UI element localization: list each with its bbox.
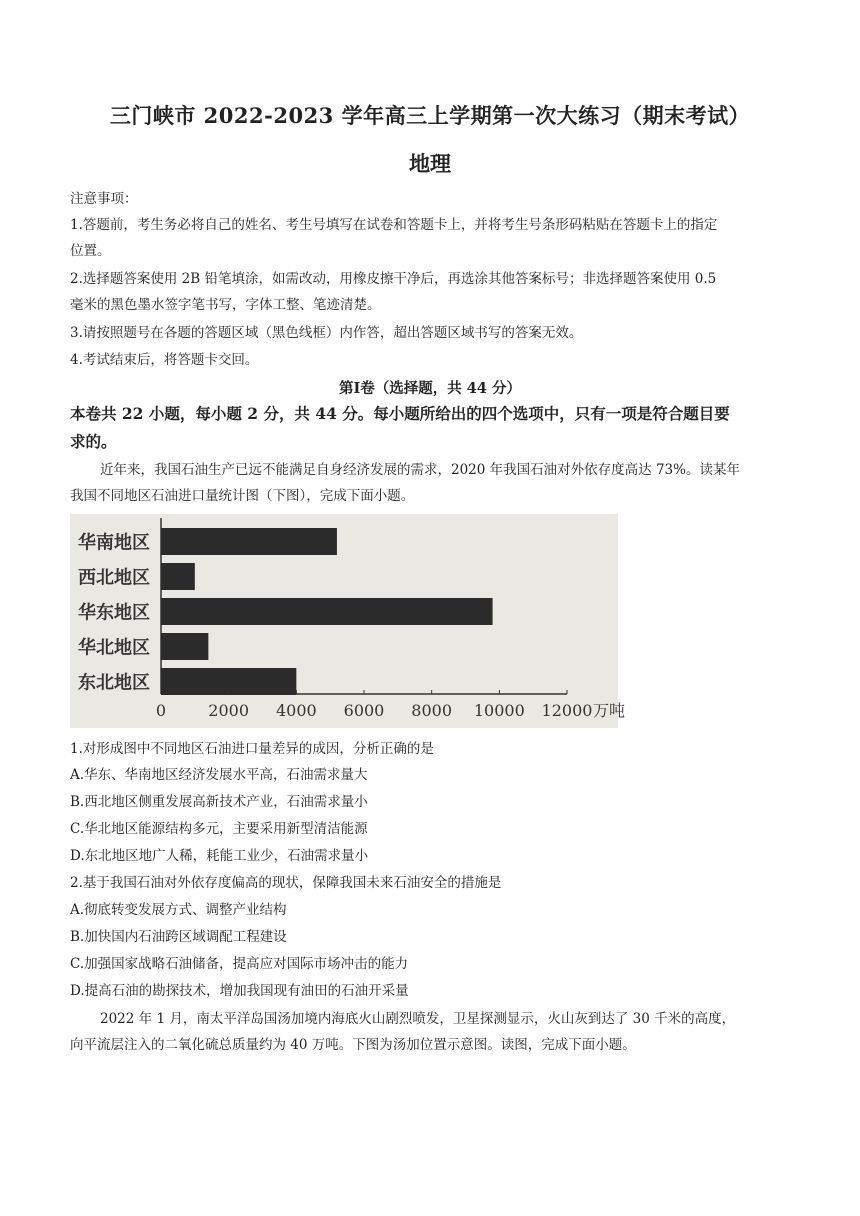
x-tick-label: 0 (155, 701, 167, 720)
category-label: 华东地区 (78, 602, 150, 624)
category-label: 华北地区 (78, 637, 150, 659)
x-tick-label: 12000 (541, 701, 593, 720)
note-2-line-1: 2.选择题答案使用 2B 铅笔填涂，如需改动，用橡皮擦干净后，再选涂其他答案标号；非选择题答案使用 0.5 (70, 271, 717, 287)
section-instruction-line-1: 本卷共 22 小题，每小题 2 分，共 44 分。每小题所给出的四个选项中，只有一项是符合题目要 (70, 404, 730, 423)
section-instruction-line-2: 求的。 (70, 432, 117, 451)
q1-option-d: D.东北地区地广人稀，耗能工业少，石油需求量小 (70, 848, 369, 864)
q2-stem: 2.基于我国石油对外依存度偏高的现状，保障我国未来石油安全的措施是 (70, 875, 502, 891)
passage-1-line-1: 近年来，我国石油生产已远不能满足自身经济发展的需求，2020 年我国石油对外依存度高达 73%。读某年 (100, 462, 740, 478)
subject-title: 地理 (409, 151, 451, 176)
bar (161, 633, 208, 660)
note-3: 3.请按照题号在各题的答题区域（黑色线框）内作答，超出答题区域书写的答案无效。 (70, 325, 583, 341)
x-tick-label: 8000 (411, 701, 453, 720)
q1-option-a: A.华东、华南地区经济发展水平高，石油需求量大 (70, 767, 368, 783)
exam-title: 三门峡市 2022-2023 学年高三上学期第一次大练习（期末考试） (109, 103, 751, 128)
category-label: 华南地区 (78, 532, 150, 554)
section-title: 第Ⅰ卷（选择题，共 44 分） (338, 380, 522, 397)
note-2-line-2: 毫米的黑色墨水签字笔书写，字体工整、笔迹清楚。 (70, 297, 381, 313)
q2-option-b: B.加快国内石油跨区域调配工程建设 (70, 929, 287, 945)
x-tick-label: 10000 (473, 701, 525, 720)
q2-option-a: A.彻底转变发展方式、调整产业结构 (70, 902, 287, 918)
bar (161, 598, 493, 625)
passage-1-line-2: 我国不同地区石油进口量统计图（下图），完成下面小题。 (70, 488, 415, 504)
x-tick-label: 4000 (275, 701, 317, 720)
q2-option-c: C.加强国家战略石油储备，提高应对国际市场冲击的能力 (70, 956, 409, 972)
note-4: 4.考试结束后，将答题卡交回。 (70, 352, 259, 368)
note-1-line-2: 位置。 (70, 243, 111, 259)
bar (161, 563, 195, 590)
oil-import-bar-chart (70, 514, 626, 728)
q2-option-d: D.提高石油的勘探技术，增加我国现有油田的石油开采量 (70, 983, 409, 999)
q1-option-b: B.西北地区侧重发展高新技术产业，石油需求量小 (70, 794, 368, 810)
note-1-line-1: 1.答题前，考生务必将自己的姓名、考生号填写在试卷和答题卡上，并将考生号条形码粘贴在答题卡上的指定 (70, 217, 718, 233)
x-unit-label: 万吨 (593, 701, 626, 720)
x-tick-label: 2000 (208, 701, 250, 720)
x-tick-label: 6000 (343, 701, 385, 720)
category-label: 西北地区 (78, 567, 150, 589)
bar (161, 528, 337, 555)
passage-2-line-1: 2022 年 1 月，南太平洋岛国汤加境内海底火山剧烈喷发，卫星探测显示，火山灰到达了 30 千米的高度， (100, 1011, 736, 1027)
q1-option-c: C.华北地区能源结构多元，主要采用新型清洁能源 (70, 821, 368, 837)
q1-stem: 1.对形成图中不同地区石油进口量差异的成因，分析正确的是 (70, 741, 434, 757)
chart-svg (70, 514, 626, 728)
category-label: 东北地区 (78, 672, 150, 694)
passage-2-line-2: 向平流层注入的二氧化硫总质量约为 40 万吨。下图为汤加位置示意图。读图，完成下面小题。 (70, 1037, 636, 1053)
notes-heading: 注意事项： (70, 191, 138, 207)
